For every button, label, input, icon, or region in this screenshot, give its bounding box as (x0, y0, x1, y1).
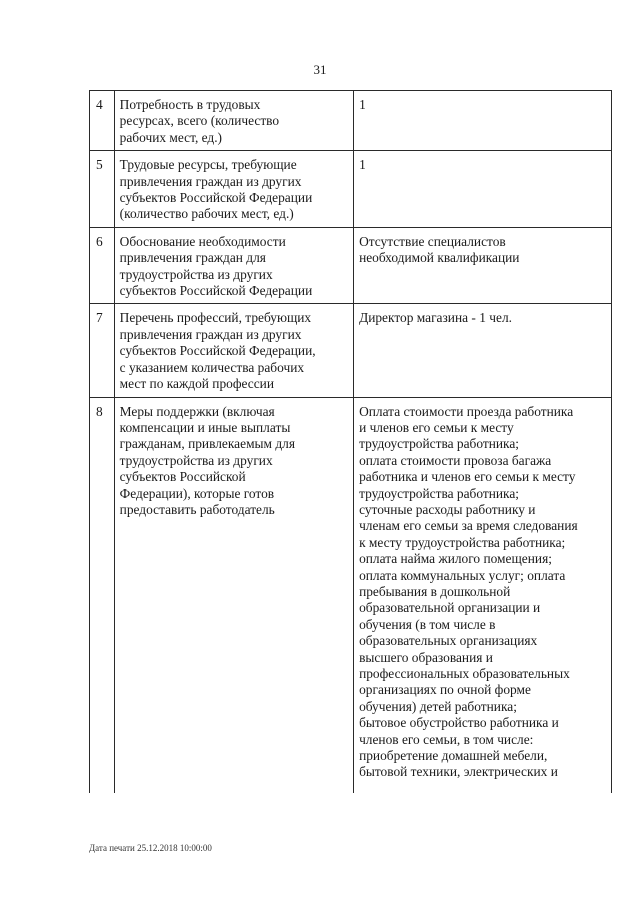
print-date: Дата печати 25.12.2018 10:00:00 (89, 843, 212, 853)
row-value: 1 (354, 151, 612, 228)
row-value: 1 (354, 91, 612, 151)
row-number: 6 (90, 227, 115, 304)
table-row (90, 91, 612, 151)
row-description: Трудовые ресурсы, требующие привлечения граждан из других субъектов Российской Федерации (количество рабочих мест, ед.) (114, 151, 353, 228)
row-number: 8 (90, 397, 115, 793)
row-description: Обоснование необходимости привлечения граждан для трудоустройства из других субъектов Российской Федерации (114, 227, 353, 304)
row-value: Директор магазина - 1 чел. (354, 304, 612, 397)
table-row (90, 304, 612, 397)
table-row (90, 151, 612, 228)
support-measures-table (89, 90, 612, 793)
table-row (90, 227, 612, 304)
row-value: Отсутствие специалистов необходимой квалификации (354, 227, 612, 304)
row-description: Меры поддержки (включая компенсации и иные выплаты гражданам, привлекаемым для трудоустройства из других субъектов Российской Федерации), которые готов предоставить работодатель (114, 397, 353, 793)
table-row (90, 397, 612, 793)
page-number: 31 (313, 62, 327, 77)
row-number: 5 (90, 151, 115, 228)
row-description: Перечень профессий, требующих привлечения граждан из других субъектов Российской Федерации, с указанием количества рабочих мест по каждой профессии (114, 304, 353, 397)
row-value: Оплата стоимости проезда работника и членов его семьи к месту трудоустройства работника; оплата стоимости провоза багажа работника и членов его семьи к месту трудоустройства работника; суточные расходы работнику и членам его семьи за время следования к месту трудоустройства работника; оплата найма жилого помещения; оплата коммунальных услуг; оплата пребывания в дошкольной образовательной организации и обучения (в том числе в образовательных организациях высшего образования и профессиональных образовательных организациях по очной форме обучения) детей работника; бытовое обустройство работника и членов его семьи, в том числе: приобретение домашней мебели, бытовой техники, электрических и (354, 397, 612, 793)
row-number: 7 (90, 304, 115, 397)
row-description: Потребность в трудовых ресурсах, всего (количество рабочих мест, ед.) (114, 91, 353, 151)
row-number: 4 (90, 91, 115, 151)
